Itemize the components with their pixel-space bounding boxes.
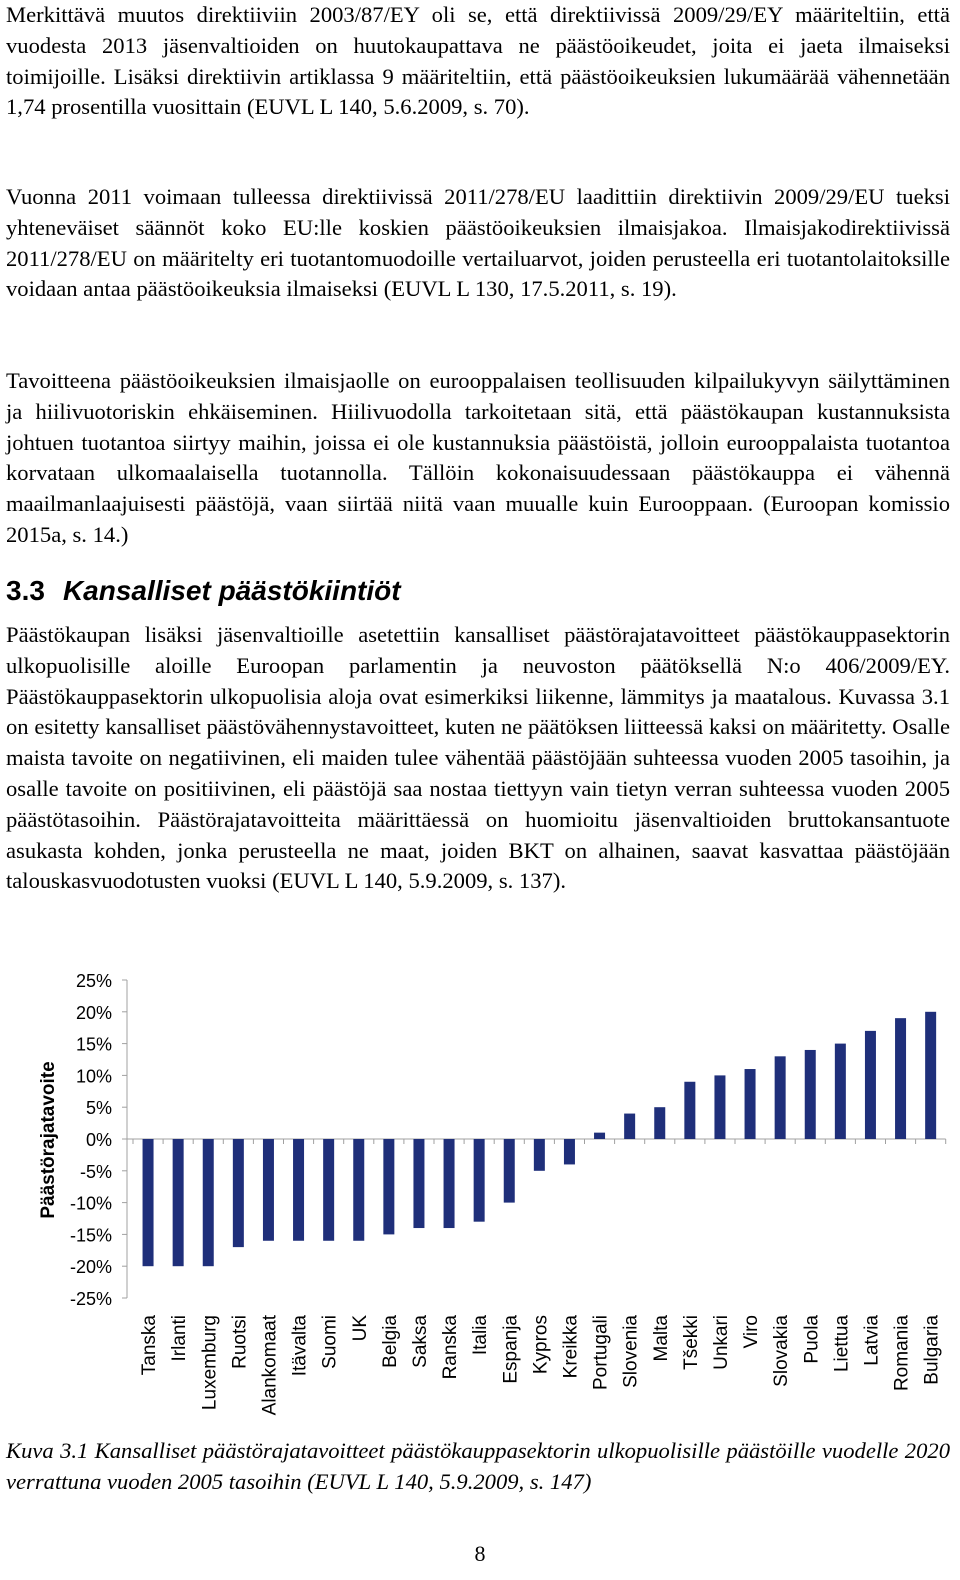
bar-saksa [413, 1139, 424, 1228]
y-tick-label: 10% [75, 1066, 112, 1087]
y-tick-label: 25% [75, 971, 112, 991]
x-tick-labels [139, 1314, 943, 1415]
x-tick-label: UK [349, 1315, 371, 1342]
bar-ranska [444, 1139, 455, 1228]
bar-kreikka [564, 1139, 575, 1164]
bar-viro [745, 1069, 756, 1139]
bar-liettua [835, 1044, 846, 1139]
x-tick-label: Ranska [440, 1315, 462, 1380]
x-tick-label: Italia [470, 1315, 492, 1356]
bar-italia [474, 1139, 485, 1222]
bar-puola [805, 1050, 816, 1139]
bar-uk [353, 1139, 364, 1241]
bar-kypros [534, 1139, 545, 1171]
paragraph-carbon-leakage: Tavoitteena päästöoikeuksien ilmaisjaolle on eurooppalaisen teollisuuden kilpailukyvyn säilyttäminen ja hiilivuotoriskin ehkäiseminen. Hiilivuodolla tarkoitetaan sitä, että päästökaupan kustannuksista johtuen tuotantoa siirtyy maihin, joissa ei ole kustannuksia päästöistä, jolloin eurooppalaista tuotantoa korvataan ulkomaalaisella tuotannolla. Tällöin kokonaisuudessaan päästökauppa ei vähennä maailmanlaajuisesti päästöjä, vaan siirtää niitä vaan muualle kuin Eurooppaan. (Euroopan komissio 2015a, s. 14.) [6, 368, 950, 547]
x-tick-label: Viro [741, 1315, 763, 1349]
x-tick-label: Liettua [831, 1315, 853, 1373]
y-tick-label: -15% [69, 1225, 112, 1246]
x-tick-label: Irlanti [169, 1315, 191, 1362]
x-tick-label: Kypros [530, 1315, 552, 1375]
bar-belgia [383, 1139, 394, 1234]
paragraph-directive-2011: Vuonna 2011 voimaan tulleessa direktiivissä 2011/278/EU laadittiin direktiivin 2009/29/EU tueksi yhteneväiset säännöt koko EU:lle koskien päästöoikeuksien ilmaisjakoa. Ilmaisjakodirektiivissä 2011/278/EU on määritelty eri tuotantomuodoille vertailuarvot, joiden perusteella eri tuotantolaitoksille voidaan antaa päästöoikeuksia ilmaiseksi (EUVL L 130, 17.5.2011, s. 19). [6, 184, 950, 302]
paragraph-directive-change: Merkittävä muutos direktiiviin 2003/87/EY oli se, että direktiivissä 2009/29/EY määriteltiin, että vuodesta 2013 jäsenvaltioiden on huutokaupattava ne päästöoikeudet, joita ei jaeta ilmaiseksi toimijoille. Lisäksi direktiivin artiklassa 9 määriteltiin, että päästöoikeuksien lukumäärää vähennetään 1,74 prosentilla vuosittain (EUVL L 140, 5.6.2009, s. 70). [6, 2, 950, 120]
bar-suomi [323, 1139, 334, 1241]
x-tick-label: Slovenia [620, 1315, 642, 1388]
x-tick-label: Tšekki [680, 1315, 702, 1370]
x-tick-label: Malta [650, 1315, 672, 1362]
x-tick-label: Slovakia [771, 1315, 793, 1387]
y-tick-label: 5% [85, 1098, 112, 1119]
y-tick-label: -25% [69, 1289, 112, 1309]
x-tick-label: Luxemburg [199, 1315, 221, 1411]
y-axis-title-group [38, 1061, 59, 1218]
x-tick-label: Puola [801, 1315, 823, 1364]
bar-alankomaat [263, 1139, 274, 1241]
x-tick-label: Portugali [590, 1315, 612, 1390]
section-title: Kansalliset päästökiintiöt [62, 575, 401, 606]
bar-romania [895, 1018, 906, 1139]
section-heading [6, 575, 401, 607]
paragraph-national-targets: Päästökaupan lisäksi jäsenvaltioille asetettiin kansalliset päästörajatavoitteet päästökauppasektorin ulkopuolisille aloille Euroopan parlamentin ja neuvoston päätöksellä N:o 406/2009/EY. Päästökauppasektorin ulkopuolisia aloja ovat esimerkiksi liikenne, lämmitys ja maatalous. Kuvassa 3.1 on esitetty kansalliset päästövähennystavoitteet, kuten ne päätöksen liitteessä kaksi on määritetty. Osalle maista tavoite on negatiivinen, eli maiden tulee vähentää päästöjään suhteessa vuoden 2005 tasoihin, ja osalle tavoite on positiivinen, eli päästöjä saa nostaa tiettyyn vain tietyn verran suhteessa vuoden 2005 päästötasoihin. Päästörajatavoitteita määrittäessä on huomioitu jäsenvaltioiden bruttokansantuote asukasta kohden, jonka perusteella ne maat, joiden BKT on alhainen, saavat kasvattaa päästöjään talouskasvuodotusten vuoksi (EUVL L 140, 5.9.2009, s. 137). [6, 622, 950, 894]
bar-portugali [594, 1133, 605, 1139]
y-tick-labels [70, 971, 112, 1309]
y-tick-label: 0% [85, 1130, 112, 1150]
bar-itävalta [293, 1139, 304, 1241]
bar-malta [654, 1107, 665, 1139]
x-tick-label: Unkari [710, 1315, 732, 1370]
bar-slovenia [624, 1114, 635, 1139]
x-tick-label: Ruotsi [229, 1315, 251, 1369]
figure-caption: Kuva 3.1 Kansalliset päästörajatavoitteet päästökauppasektorin ulkopuolisille päästöille vuodelle 2020 verrattuna vuoden 2005 tasoihin (EUVL L 140, 5.9.2009, s. 147) [6, 1438, 950, 1494]
bar-tšekki [684, 1082, 695, 1139]
x-tick-label: Romania [891, 1315, 913, 1392]
y-tick-label: 20% [75, 1002, 112, 1023]
bar-luxemburg [203, 1139, 214, 1266]
x-tick-label: Alankomaat [259, 1315, 281, 1416]
bar-tanska [143, 1139, 154, 1266]
y-axis-title: Päästörajatavoite [38, 1061, 59, 1219]
x-tick-label: Suomi [319, 1315, 341, 1369]
x-tick-label: Bulgaria [921, 1315, 943, 1385]
x-tick-label: Itävalta [289, 1315, 311, 1377]
national-targets-bar-chart [0, 960, 960, 1430]
bar-slovakia [775, 1056, 786, 1139]
x-tick-label: Tanska [139, 1315, 161, 1376]
section-number: 3.3 [6, 575, 45, 606]
x-tick-label: Espanja [500, 1315, 522, 1384]
x-tick-label: Latvia [861, 1315, 883, 1366]
y-tick-label: 15% [75, 1034, 112, 1055]
bar-irlanti [173, 1139, 184, 1266]
y-tick-label: -10% [69, 1193, 112, 1214]
bar-unkari [714, 1075, 725, 1139]
bar-bulgaria [925, 1012, 936, 1139]
x-tick-label: Saksa [409, 1315, 431, 1368]
x-tick-label: Belgia [379, 1315, 401, 1368]
bar-espanja [504, 1139, 515, 1203]
y-tick-label: -5% [79, 1161, 112, 1182]
page-number: 8 [474, 1541, 486, 1566]
bar-latvia [865, 1031, 876, 1139]
y-tick-label: -20% [69, 1257, 112, 1278]
bar-ruotsi [233, 1139, 244, 1247]
x-tick-label: Kreikka [560, 1315, 582, 1379]
